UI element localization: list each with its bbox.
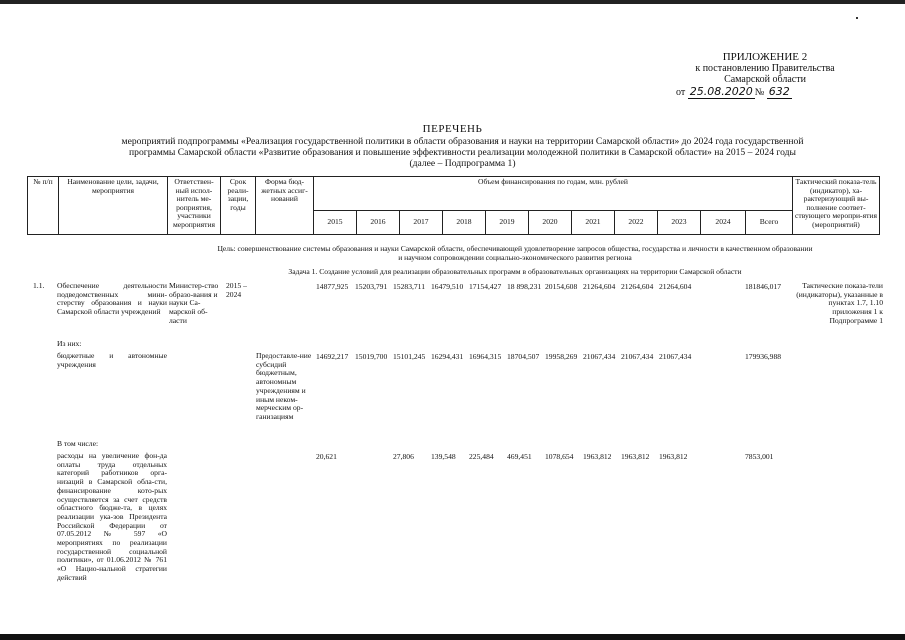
goal-line-2: и научном сопровождении социально-экономического развития региона [398, 253, 632, 262]
row3-name: расходы на увеличение фон-да оплаты труда отдельных категорий работников орга-низаций в Самарской обла-сти, финансирование кото-рых осуществляется за счет средств областного бюдже-та, в целях реализации ука-зов Президента Российской Федерации от 07.05.2012 № 597 «О мероприятиях по реализации государственной социальной политики», от 01.06.2012 № 761 «О Нацио-нальной стратегии действий [57, 451, 167, 582]
annex-line-2: к постановлению Правительства [695, 63, 835, 74]
row3-total: 7853,001 [745, 452, 774, 461]
annex-from-label: от [676, 87, 686, 98]
row1-value-2021: 20154,608 [545, 282, 578, 291]
scan-speck [856, 17, 858, 19]
subtitle-line-2: программы Самарской области «Развитие образования и повышение эффективности реализации молодежной политики в Самарской области» на 2015 – 2024 годы [129, 147, 796, 158]
row3-value-2015: 20,621 [316, 452, 337, 461]
header-name: Наименование цели, задачи, мероприятия [59, 177, 168, 235]
including-label: В том числе: [57, 439, 99, 448]
row3-value-2019: 225,484 [469, 452, 494, 461]
header-table [27, 176, 880, 235]
row3-value-2024: 1963,812 [659, 452, 688, 461]
row1-value-2015: 14877,925 [316, 282, 349, 291]
row1-value-2020: 18 898,231 [507, 282, 542, 291]
subtitle-line-3: (далее – Подпрограмма 1) [409, 158, 516, 169]
row2-value-2018: 16294,431 [431, 352, 464, 361]
header-num: № п/п [28, 177, 59, 235]
row3-value-2017: 27,806 [393, 452, 414, 461]
row2-name: бюджетные и автономные учреждения [57, 351, 167, 369]
row1-value-2024: 21264,604 [659, 282, 692, 291]
header-year: 2019 [486, 211, 529, 235]
header-term: Срок реали-зации, годы [221, 177, 256, 235]
row3-value-2022: 1963,812 [583, 452, 612, 461]
scan-edge-bottom [0, 634, 905, 640]
scan-edge-top [0, 0, 905, 4]
row1-num: 1.1. [33, 281, 45, 290]
of-them-label: Из них: [57, 339, 82, 348]
row1-name: Обеспечение деятельности подведомственных мини-стерству образования и науки Самарской области учреждений [57, 281, 167, 317]
row2-value-2022: 21067,434 [583, 352, 616, 361]
annex-title: ПРИЛОЖЕНИЕ 2 [722, 51, 808, 63]
subtitle-line-1: мероприятий подпрограммы «Реализация государственной политики в области образования и науки на территории Самарской области» до 2024 года государственной [121, 136, 804, 147]
header-total: Всего [746, 211, 793, 235]
task-text: Задача 1. Создание условий для реализации образовательных программ в образовательных организациях на территории Самарской области [288, 267, 742, 276]
row2-value-2019: 16964,315 [469, 352, 502, 361]
doc-subtitle [60, 136, 865, 169]
header-volume: Объем финансирования по годам, млн. рублей [314, 177, 793, 211]
row1-value-2022: 21264,604 [583, 282, 616, 291]
goal-line-1: Цель: совершенствование системы образования и науки Самарской области, обеспечивающей удовлетворение запросов общества, государства и личности в качественном образовании [217, 244, 813, 253]
row2-value-2016: 15019,700 [355, 352, 388, 361]
goal-text [150, 244, 880, 262]
row2-total: 179936,988 [745, 352, 782, 361]
header-year: 2022 [615, 211, 658, 235]
row3-value-2021: 1078,654 [545, 452, 574, 461]
annex-line-3: Самарской области [724, 74, 806, 85]
row2-value-2021: 19958,269 [545, 352, 578, 361]
header-year: 2018 [443, 211, 486, 235]
row2-value-2020: 18704,507 [507, 352, 540, 361]
header-year: 2023 [658, 211, 701, 235]
row3-value-2018: 139,548 [431, 452, 456, 461]
row1-term: 2015 – 2024 [226, 281, 247, 299]
header-indicator: Тактический показа-тель (индикатор), ха-рактеризующий вы-полнение соответ-ствующего меропри-ятия (мероприятий) [793, 177, 880, 235]
annex-date-number [640, 86, 890, 98]
row2-value-2015: 14692,217 [316, 352, 349, 361]
header-year: 2017 [400, 211, 443, 235]
annex-block [640, 52, 890, 98]
annex-number-label: № [754, 87, 765, 98]
header-year: 2021 [572, 211, 615, 235]
row1-value-2019: 17154,427 [469, 282, 502, 291]
row1-value-2017: 15283,711 [393, 282, 425, 291]
row2-value-2023: 21067,434 [621, 352, 654, 361]
row3-value-2023: 1963,812 [621, 452, 650, 461]
header-form: Форма бюд-жетных ассиг-нований [256, 177, 314, 235]
header-year: 2015 [314, 211, 357, 235]
row1-value-2018: 16479,510 [431, 282, 464, 291]
row1-total: 181846,017 [745, 282, 782, 291]
row2-value-2024: 21067,434 [659, 352, 692, 361]
annex-number: 632 [768, 85, 790, 98]
doc-title: ПЕРЕЧЕНЬ [422, 123, 483, 135]
row1-value-2023: 21264,604 [621, 282, 654, 291]
header-year: 2020 [529, 211, 572, 235]
row3-value-2020: 469,451 [507, 452, 532, 461]
row1-value-2016: 15203,791 [355, 282, 388, 291]
row2-form: Предоставле-ние субсидий бюджетным, автономным учреждениям и иным неком-мерческим ор-ганизациям [256, 351, 312, 421]
row1-indicator: Тактические показа-тели (индикаторы), указанные в пунктах 1.7, 1.10 приложения 1 к Подпрограмме 1 [796, 281, 883, 325]
row1-exec: Министер-ство образо-вания и науки Са-марской об-ласти [169, 281, 219, 325]
annex-date: 25.08.2020 [689, 85, 753, 98]
header-year: 2016 [357, 211, 400, 235]
header-exec: Ответствен-ный испол-нитель ме-роприятия, участники мероприятия [168, 177, 221, 235]
row2-value-2017: 15101,245 [393, 352, 426, 361]
header-year: 2024 [701, 211, 746, 235]
